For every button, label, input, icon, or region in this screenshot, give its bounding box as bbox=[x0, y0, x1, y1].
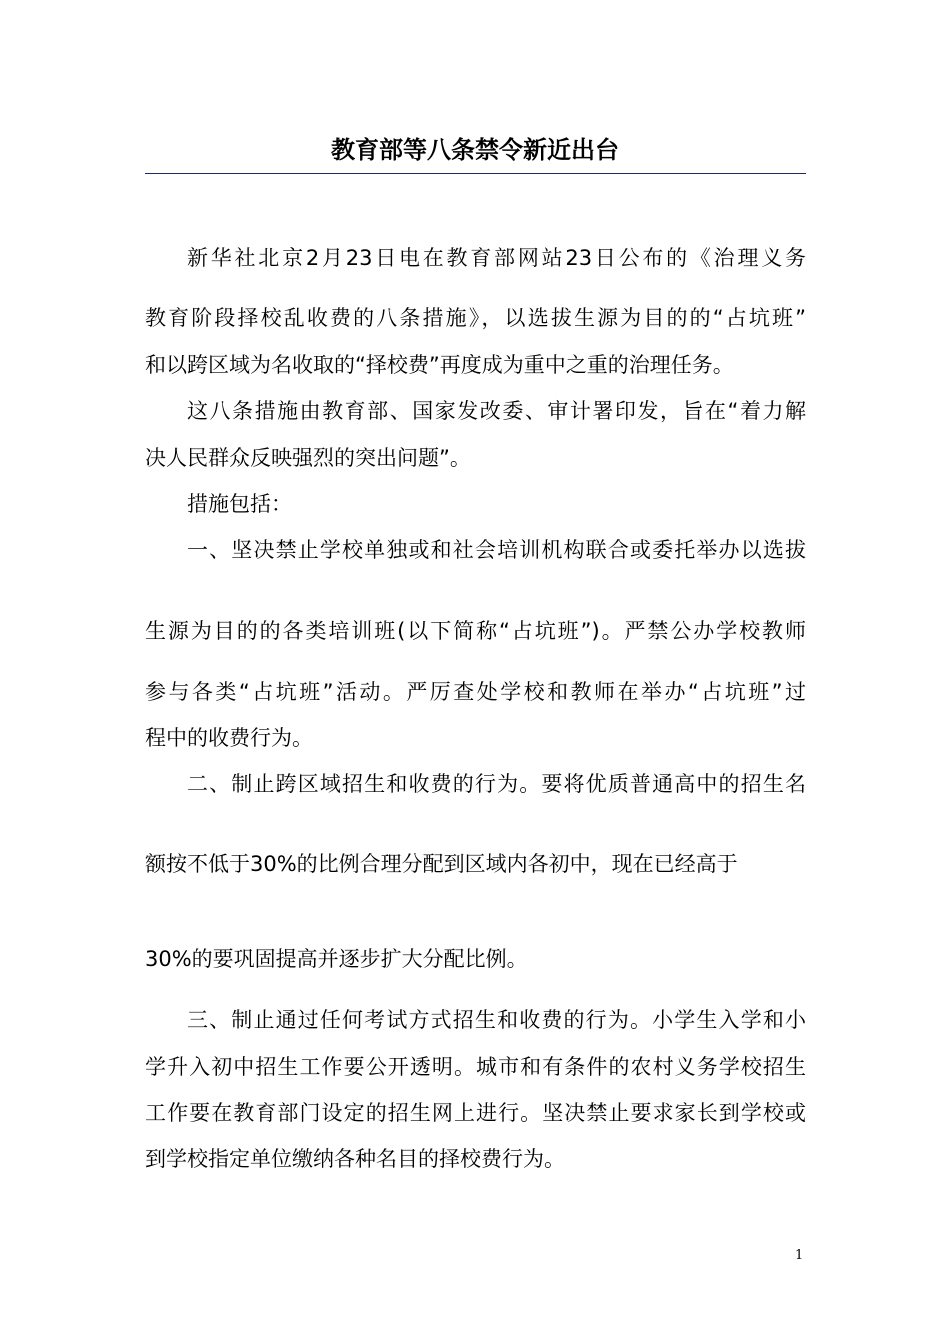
page-number: 1 bbox=[795, 1248, 804, 1263]
paragraph-line: 措施包括： bbox=[187, 492, 292, 516]
title-underline bbox=[145, 173, 806, 174]
paragraph-line: 教育阶段择校乱收费的八条措施》，以选拔生源为目的的“占坑班” bbox=[145, 306, 806, 330]
paragraph-line: 30%的要巩固提高并逐步扩大分配比例。 bbox=[145, 947, 528, 971]
paragraph-line: 生源为目的的各类培训班(以下简称“占坑班”)。严禁公办学校教师 bbox=[145, 619, 806, 643]
paragraph-line: 程中的收费行为。 bbox=[145, 726, 313, 750]
paragraph-line: 二、制止跨区域招生和收费的行为。要将优质普通高中的招生名 bbox=[187, 772, 806, 796]
paragraph-line: 参与各类“占坑班”活动。严厉查处学校和教师在举办“占坑班”过 bbox=[145, 680, 806, 704]
paragraph-line: 学升入初中招生工作要公开透明。城市和有条件的农村义务学校招生 bbox=[145, 1055, 806, 1079]
paragraph-line: 这八条措施由教育部、国家发改委、审计署印发，旨在“着力解 bbox=[187, 399, 806, 423]
paragraph-line: 和以跨区域为名收取的“择校费”再度成为重中之重的治理任务。 bbox=[145, 353, 734, 377]
page-title: 教育部等八条禁令新近出台 bbox=[331, 135, 619, 164]
paragraph-line: 三、制止通过任何考试方式招生和收费的行为。小学生入学和小 bbox=[187, 1008, 806, 1032]
paragraph-line: 工作要在教育部门设定的招生网上进行。坚决禁止要求家长到学校或 bbox=[145, 1101, 806, 1125]
paragraph-line: 额按不低于30%的比例合理分配到区域内各初中，现在已经高于 bbox=[145, 852, 738, 876]
paragraph-line: 决人民群众反映强烈的突出问题”。 bbox=[145, 446, 471, 470]
paragraph-line: 到学校指定单位缴纳各种名目的择校费行为。 bbox=[145, 1147, 565, 1171]
paragraph-line: 一、坚决禁止学校单独或和社会培训机构联合或委托举办以选拔 bbox=[187, 538, 806, 562]
paragraph-line: 新华社北京2月23日电在教育部网站23日公布的《治理义务 bbox=[187, 246, 806, 270]
